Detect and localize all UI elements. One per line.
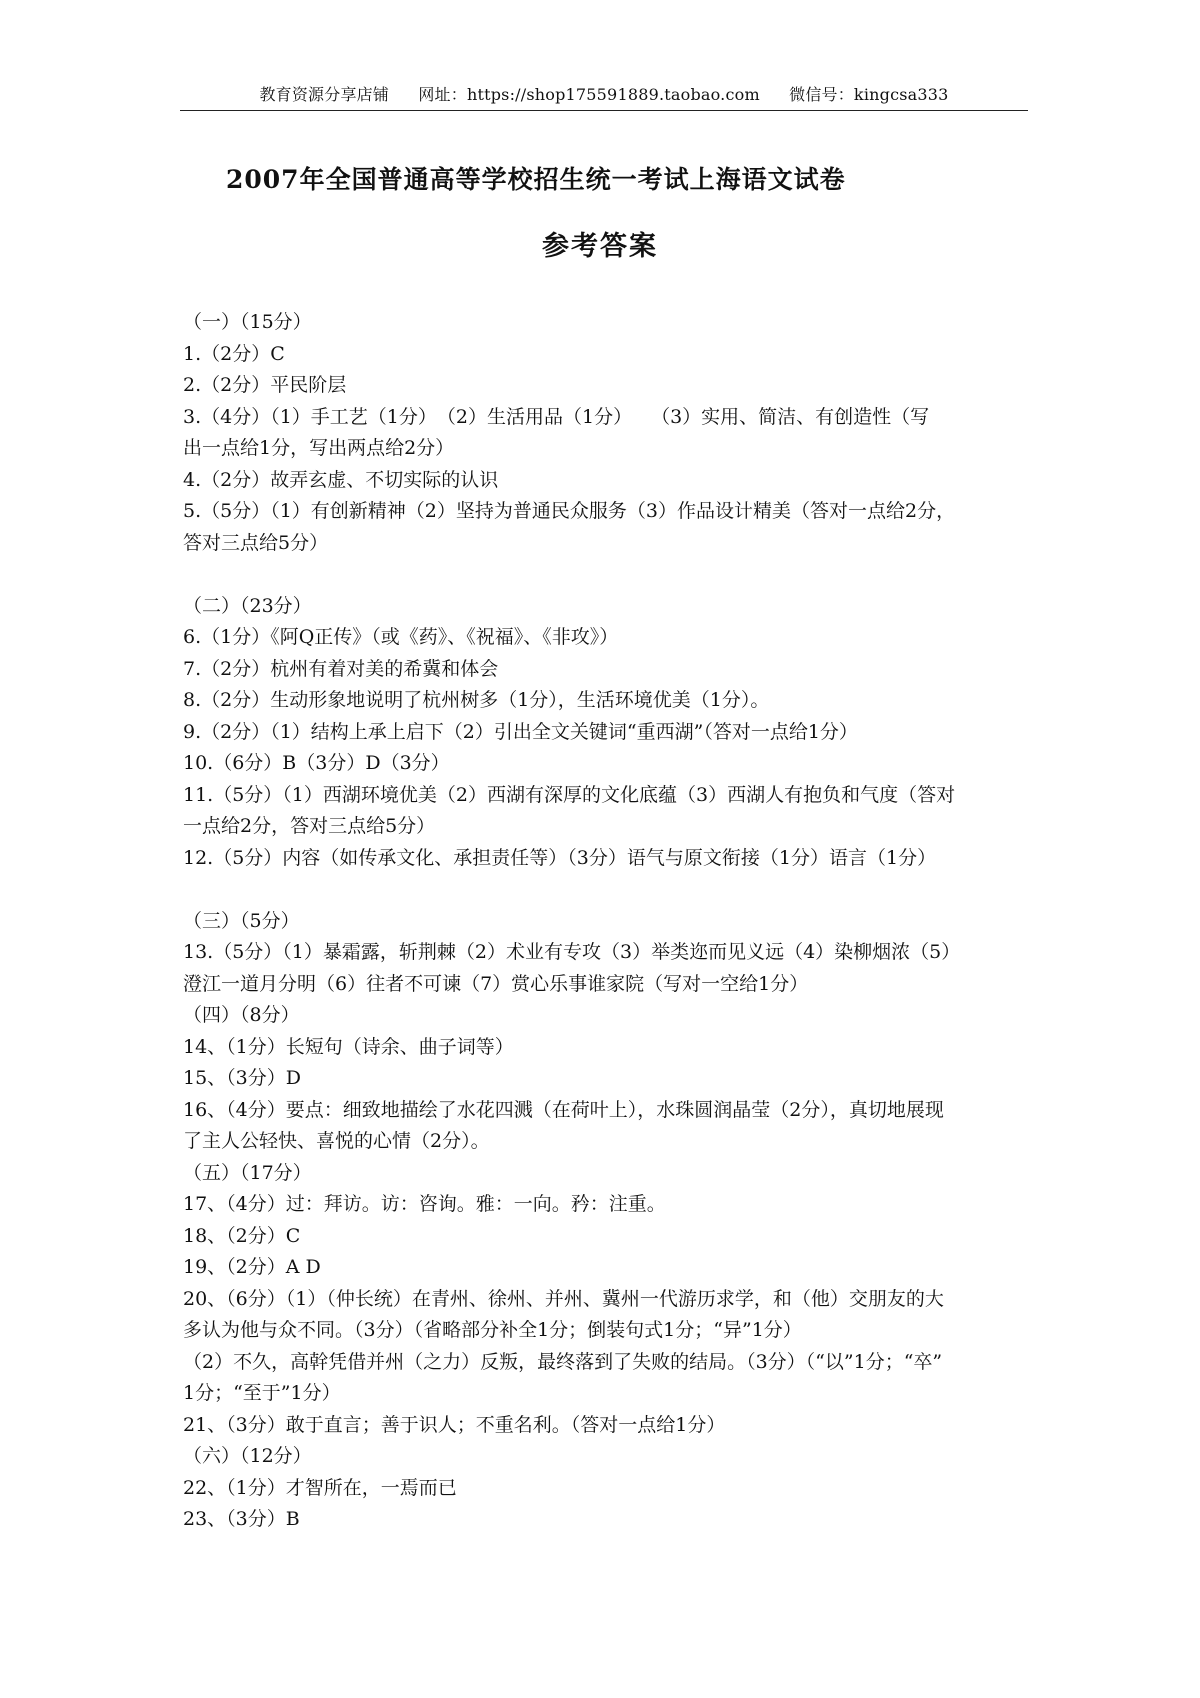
answer-line: 7.（2分）杭州有着对美的希冀和体会 <box>183 657 499 680</box>
answer-line: 15、（3分）D <box>183 1067 301 1089</box>
answer-line: 3.（4分）（1）手工艺（1分） （2）生活用品（1分） （3）实用、简洁、有创造性（写 <box>183 405 930 428</box>
answer-line: 12.（5分）内容（如传承文化、承担责任等）（3分）语气与原文衔接（1分）语言（1分） <box>183 846 937 869</box>
answer-line: （2）不久，高幹凭借并州（之力）反叛，最终落到了失败的结局。（3分）（“以”1分；“卒” <box>183 1350 943 1373</box>
answer-line: （四）（8分） <box>183 1004 300 1026</box>
answer-line: 20、（6分）（1）（仲长统）在青州、徐州、并州、冀州一代游历求学，和（他）交朋友的大 <box>183 1287 944 1310</box>
answer-line: 1分；“至于”1分） <box>183 1382 341 1404</box>
answer-line: 22、（1分）才智所在，一焉而已 <box>183 1476 457 1499</box>
answer-line: 一点给2分，答对三点给5分） <box>183 815 436 837</box>
answer-line: 2.（2分）平民阶层 <box>183 374 347 396</box>
answer-line: （二）（23分） <box>183 594 312 617</box>
document-title: 2007年全国普通高等学校招生统一考试上海语文试卷 <box>226 165 846 194</box>
header-shop-name: 教育资源分享店铺 <box>259 85 390 104</box>
answer-line: 9.（2分）（1）结构上承上启下（2）引出全文关键词“重西湖”（答对一点给1分） <box>183 720 858 743</box>
answer-line: 答对三点给5分） <box>183 531 329 554</box>
answer-line: 8.（2分）生动形象地说明了杭州树多（1分），生活环境优美（1分）。 <box>183 689 770 711</box>
answer-line: 14、（1分）长短句（诗余、曲子词等） <box>183 1035 514 1058</box>
answer-line: 19、（2分）A D <box>183 1256 321 1278</box>
answer-line: 11.（5分）（1）西湖环境优美（2）西湖有深厚的文化底蕴（3）西湖人有抱负和气度（答对 <box>183 783 956 806</box>
header-divider <box>180 110 1028 111</box>
answer-line: 1.（2分）C <box>183 342 285 365</box>
answer-line: 21、（3分）敢于直言；善于识人；不重名利。（答对一点给1分） <box>183 1413 726 1436</box>
answer-line: 17、（4分）过：拜访。访：咨询。雅：一向。矜：注重。 <box>183 1193 666 1215</box>
answer-line: 6.（1分）《阿Q正传》（或《药》、《祝福》、《非攻》） <box>183 626 619 648</box>
document-subtitle: 参考答案 <box>542 231 658 262</box>
section-spacer <box>183 559 1027 591</box>
answer-line: （六）（12分） <box>183 1445 312 1467</box>
page-header <box>180 82 1028 105</box>
header-wechat-id: 微信号：kingcsa333 <box>789 85 949 104</box>
answer-line: 出一点给1分，写出两点给2分） <box>183 437 455 459</box>
answer-line: （三）（5分） <box>183 909 300 932</box>
answer-line: 5.（5分）（1）有创新精神（2）坚持为普通民众服务（3）作品设计精美（答对一点给2分， <box>183 500 956 522</box>
answer-line: 23、（3分）B <box>183 1508 300 1530</box>
answer-line: 了主人公轻快、喜悦的心情（2分）。 <box>183 1130 490 1152</box>
answer-line: 澄江一道月分明（6）往者不可谏（7）赏心乐事谁家院（写对一空给1分） <box>183 972 809 995</box>
answer-line: 13.（5分）（1）暴霜露，斩荆棘（2）术业有专攻（3）举类迩而见义远（4）染柳烟浓（5） <box>183 941 961 963</box>
answer-line: 18、（2分）C <box>183 1224 301 1247</box>
answer-line: 16、（4分）要点：细致地描绘了水花四溅（在荷叶上），水珠圆润晶莹（2分），真切地展现 <box>183 1098 944 1121</box>
answer-line: （五）（17分） <box>183 1161 312 1184</box>
section-spacer <box>183 874 1027 906</box>
answer-line: 4.（2分）故弄玄虚、不切实际的认识 <box>183 468 499 491</box>
answer-line: 10.（6分）B（3分）D（3分） <box>183 752 450 774</box>
answer-body <box>183 307 1027 1536</box>
answer-line: （一）（15分） <box>183 311 312 333</box>
answer-line: 多认为他与众不同。（3分）（省略部分补全1分；倒装句式1分；“异”1分） <box>183 1319 802 1341</box>
header-shop-url: 网址：https://shop175591889.taobao.com <box>418 85 760 104</box>
